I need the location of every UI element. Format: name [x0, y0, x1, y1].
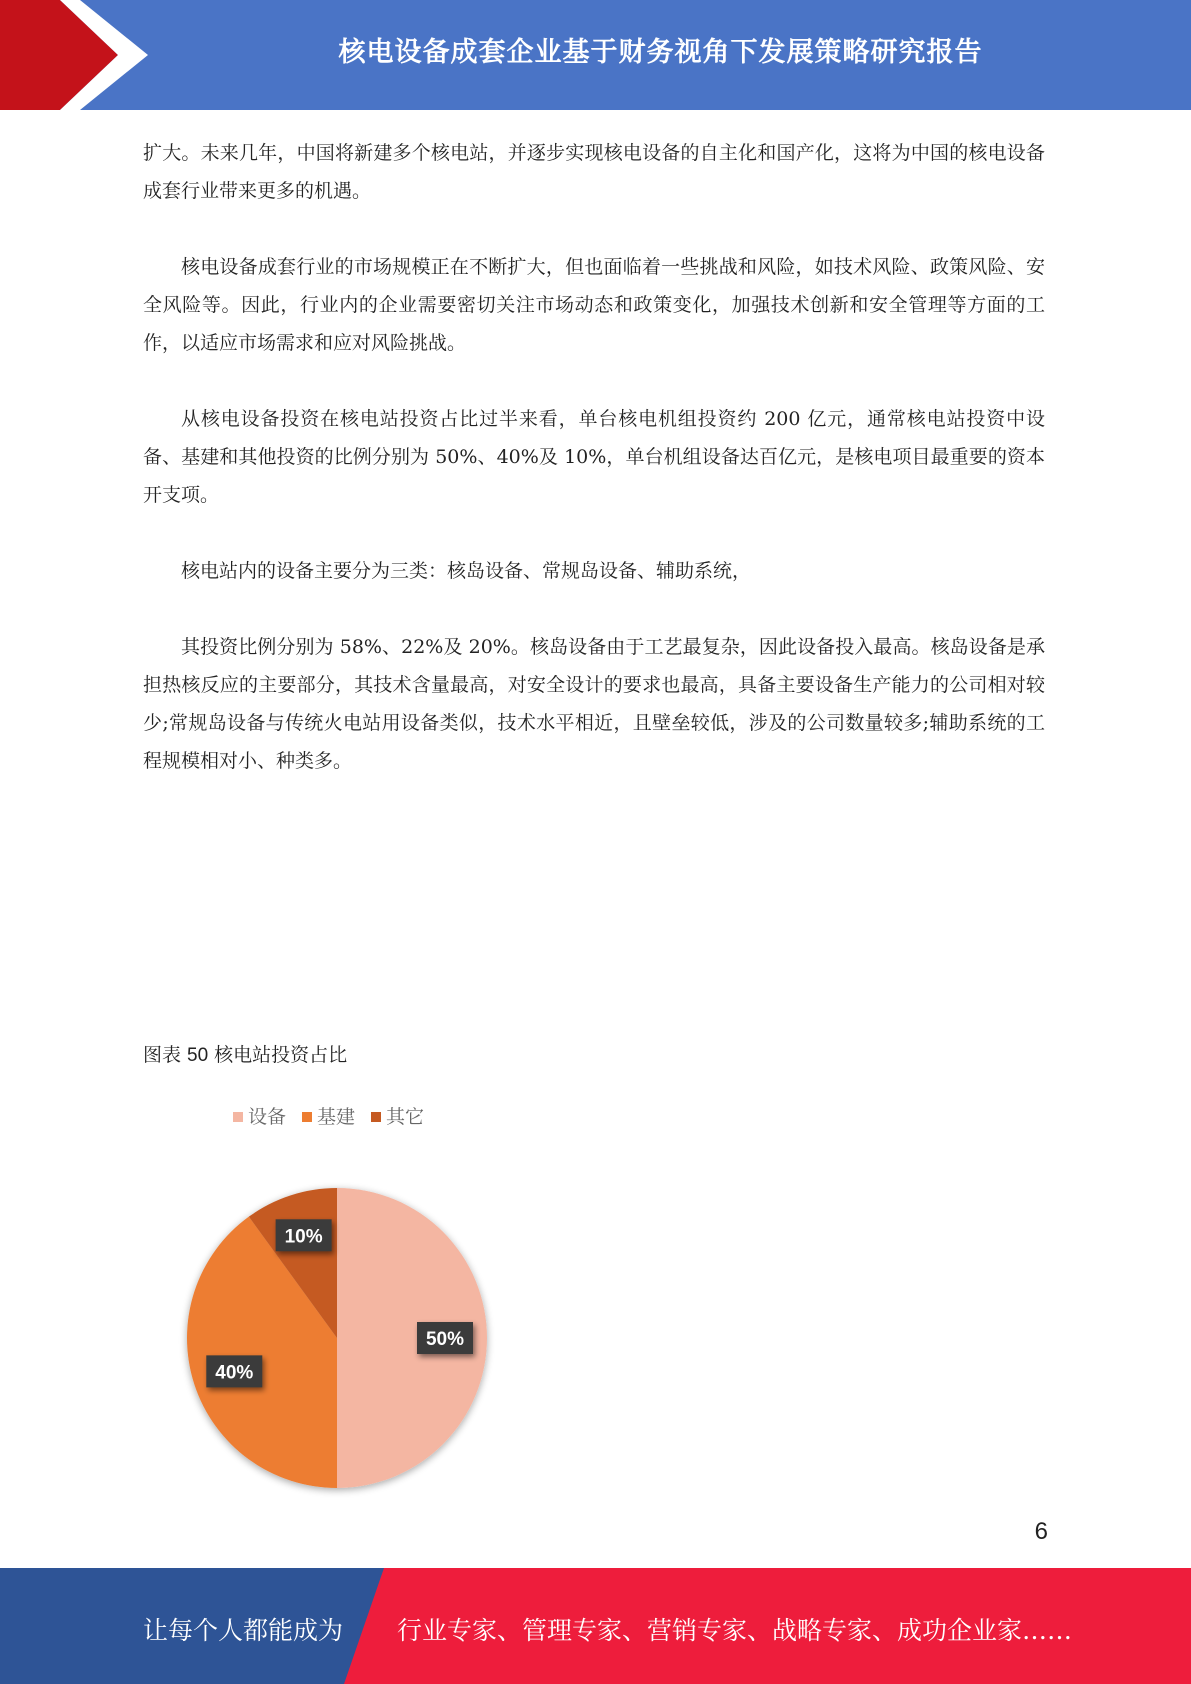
legend-label-1: 设备	[248, 1106, 287, 1128]
legend-swatch-3	[371, 1112, 381, 1122]
svg-text:40%: 40%	[215, 1362, 254, 1384]
data-label-1	[417, 1322, 473, 1354]
svg-text:10%: 10%	[284, 1226, 323, 1248]
caption-title: 核电站投资占比	[214, 1044, 348, 1066]
header-title: 核电设备成套企业基于财务视角下发展策略研究报告	[338, 37, 983, 68]
paragraph-2: 核电设备成套行业的市场规模正在不断扩大，但也面临着一些挑战和风险，如技术风险、政策风险、安全风险等。因此，行业内的企业需要密切关注市场动态和政策变化，加强技术创新和安全管理等方面的工作，以适应市场需求和应对风险挑战。	[143, 256, 1045, 354]
header-arrow-decoration	[0, 0, 160, 110]
pie-chart-svg	[143, 1085, 543, 1515]
legend-label-2: 基建	[317, 1106, 356, 1128]
svg-text:50%: 50%	[425, 1329, 465, 1350]
page-footer	[0, 1568, 1191, 1684]
paragraph-5: 其投资比例分别为 58%、22%及 20%。核岛设备由于工艺最复杂，因此设备投入最高。核岛设备是承担热核反应的主要部分，其技术含量最高，对安全设计的要求也最高，具备主要设备生产能力的公司相对较少;常规岛设备与传统火电站用设备类似，技术水平相近，且壁垒较低，涉及的公司数量较多;辅助系统的工程规模相对小、种类多。	[143, 636, 1045, 772]
page-header	[0, 0, 1191, 110]
investment-pie-chart	[143, 1085, 543, 1515]
footer-slogan-right: 行业专家、管理专家、营销专家、战略专家、成功企业家……	[397, 1616, 1073, 1645]
footer-slogan-left: 让每个人都能成为	[143, 1616, 344, 1645]
page-number: 6	[1034, 1518, 1048, 1545]
legend-swatch-2	[302, 1112, 312, 1122]
caption-number: 50	[187, 1045, 209, 1066]
legend-swatch-1	[233, 1112, 243, 1122]
caption-prefix: 图表	[143, 1044, 182, 1066]
figure-caption	[143, 1040, 347, 1067]
chart-legend	[233, 1106, 424, 1128]
paragraph-3: 从核电设备投资在核电站投资占比过半来看，单台核电机组投资约 200 亿元，通常核电站投资中设备、基建和其他投资的比例分别为 50%、40%及 10%，单台机组设备达百亿元，是核电项目最重要的资本开支项。	[143, 408, 1045, 506]
data-label-3	[276, 1219, 332, 1251]
legend-label-3: 其它	[386, 1106, 425, 1128]
paragraph-4: 核电站内的设备主要分为三类：核岛设备、常规岛设备、辅助系统，	[181, 560, 752, 582]
body-text	[143, 134, 1045, 818]
paragraph-1: 扩大。未来几年，中国将新建多个核电站，并逐步实现核电设备的自主化和国产化，这将为中国的核电设备成套行业带来更多的机遇。	[143, 142, 1045, 202]
data-label-2	[206, 1355, 262, 1387]
